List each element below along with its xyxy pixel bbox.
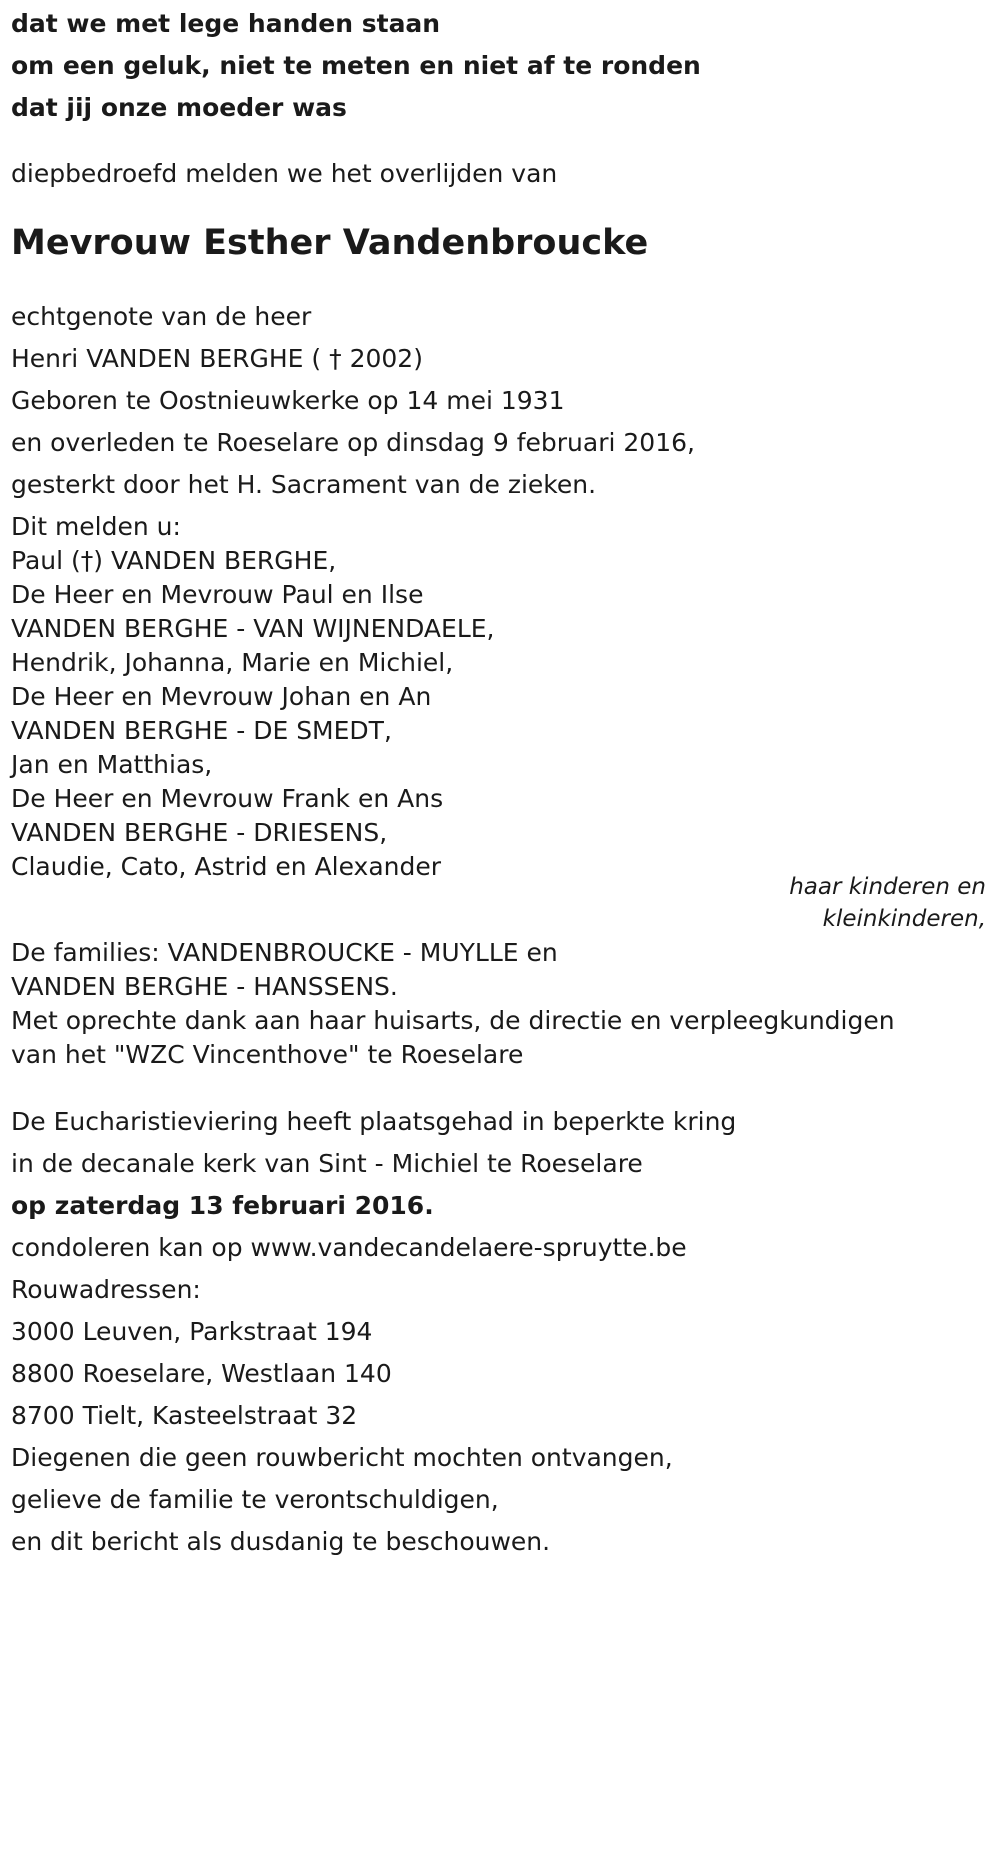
family-role: haar kinderen en bbox=[789, 874, 986, 900]
family-line: VANDEN BERGHE - DE SMEDT, bbox=[11, 716, 392, 745]
detail-line: Geboren te Oostnieuwkerke op 14 mei 1931 bbox=[11, 386, 565, 415]
closing-line: en dit bericht als dusdanig te beschouwen. bbox=[11, 1527, 551, 1556]
detail-line: echtgenote van de heer bbox=[11, 302, 312, 331]
intro-text: diepbedroefd melden we het overlijden van bbox=[11, 159, 558, 188]
poem-line: om een geluk, niet te meten en niet af te ronden bbox=[11, 51, 701, 80]
detail-line: Henri VANDEN BERGHE ( † 2002) bbox=[11, 344, 423, 373]
ceremony-date: op zaterdag 13 februari 2016. bbox=[11, 1191, 434, 1220]
other-line: Met oprechte dank aan haar huisarts, de directie en verpleegkundigen bbox=[11, 1006, 895, 1035]
family-line: De Heer en Mevrouw Frank en Ans bbox=[11, 784, 444, 813]
deceased-name: Mevrouw Esther Vandenbroucke bbox=[11, 223, 649, 263]
condolence-line: condoleren kan op www.vandecandelaere-spruytte.be bbox=[11, 1233, 687, 1262]
ceremony-line: De Eucharistieviering heeft plaatsgehad in beperkte kring bbox=[11, 1107, 737, 1136]
detail-line: gesterkt door het H. Sacrament van de zieken. bbox=[11, 470, 597, 499]
ceremony-line: in de decanale kerk van Sint - Michiel te Roeselare bbox=[11, 1149, 643, 1178]
family-line: VANDEN BERGHE - DRIESENS, bbox=[11, 818, 388, 847]
detail-line: en overleden te Roeselare op dinsdag 9 februari 2016, bbox=[11, 428, 695, 457]
address-heading: Rouwadressen: bbox=[11, 1275, 201, 1304]
address-line: 8800 Roeselare, Westlaan 140 bbox=[11, 1359, 392, 1388]
family-line: Jan en Matthias, bbox=[11, 750, 213, 779]
other-line: VANDEN BERGHE - HANSSENS. bbox=[11, 972, 398, 1001]
closing-line: gelieve de familie te verontschuldigen, bbox=[11, 1485, 499, 1514]
family-line: Claudie, Cato, Astrid en Alexander bbox=[11, 852, 442, 881]
closing-line: Diegenen die geen rouwbericht mochten ontvangen, bbox=[11, 1443, 673, 1472]
address-line: 8700 Tielt, Kasteelstraat 32 bbox=[11, 1401, 358, 1430]
family-line: Paul (†) VANDEN BERGHE, bbox=[11, 546, 337, 575]
address-line: 3000 Leuven, Parkstraat 194 bbox=[11, 1317, 373, 1346]
family-line: De Heer en Mevrouw Johan en An bbox=[11, 682, 432, 711]
poem-line: dat jij onze moeder was bbox=[11, 93, 347, 122]
family-line: Dit melden u: bbox=[11, 512, 181, 541]
family-line: VANDEN BERGHE - VAN WIJNENDAELE, bbox=[11, 614, 495, 643]
other-line: De families: VANDENBROUCKE - MUYLLE en bbox=[11, 938, 558, 967]
other-line: van het "WZC Vincenthove" te Roeselare bbox=[11, 1040, 524, 1069]
poem-line: dat we met lege handen staan bbox=[11, 9, 441, 38]
family-role: kleinkinderen, bbox=[822, 906, 986, 932]
family-line: Hendrik, Johanna, Marie en Michiel, bbox=[11, 648, 454, 677]
family-line: De Heer en Mevrouw Paul en Ilse bbox=[11, 580, 424, 609]
